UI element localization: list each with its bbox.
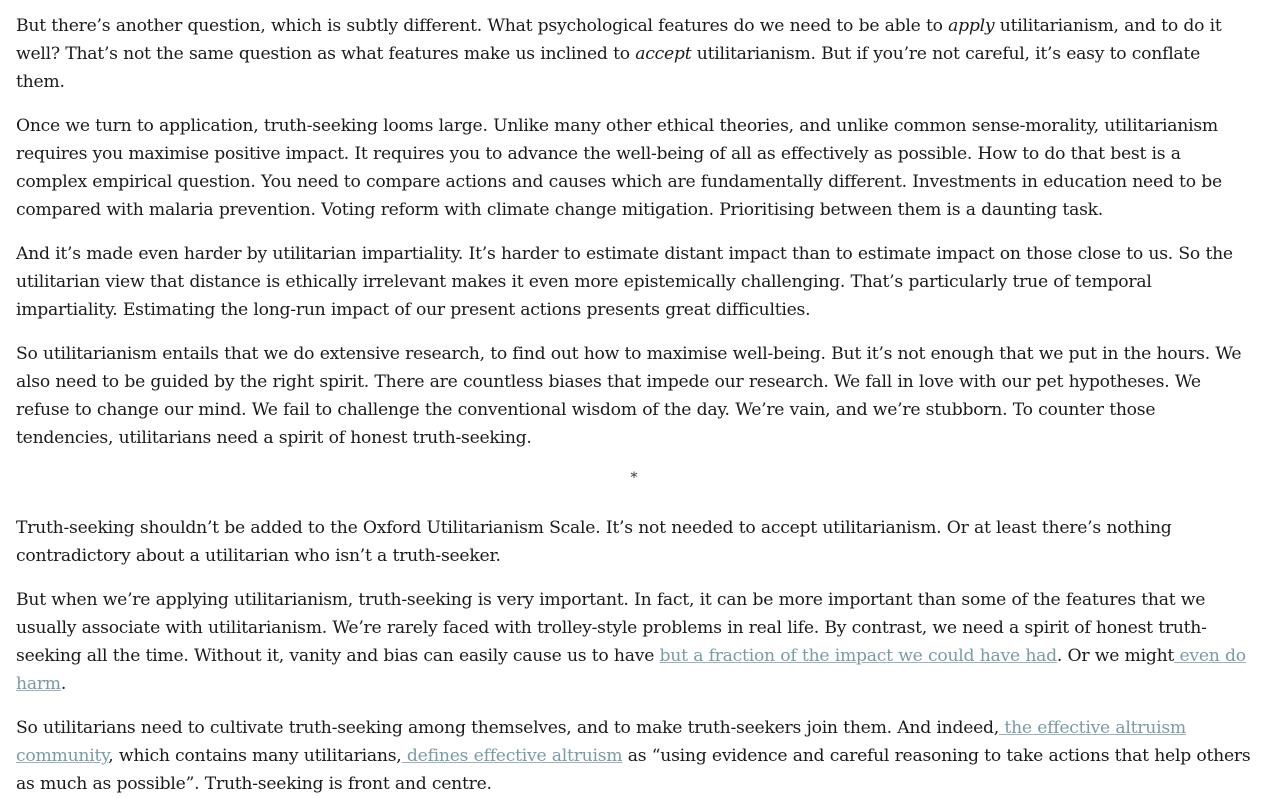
paragraph-impartiality: And it’s made even harder by utilitarian impartiality. It’s harder to estimate distant impact than to estimate impact on those close to us. So the utilitarian view that distance is ethically irrelevant makes it even more epistemically challenging. That’s particularly true of temporal impartiality. Estimating the long-run impact of our present actions presents great difficulties. (16, 244, 1233, 320)
paragraph-text: . Or we might (1056, 646, 1175, 666)
link-fraction-of-impact[interactable]: but a fraction of the impact we could have had (659, 646, 1057, 666)
paragraph-text: utilitarianism, and to do it well? That’s not the same question as what features make us inclined to (16, 16, 1222, 64)
paragraph-text: But there’s another question, which is subtly different. What psychological features do we need to be able to (16, 16, 949, 36)
paragraph-text: . (60, 674, 67, 694)
paragraph-cultivate (16, 714, 1252, 798)
emphasis-apply: apply (948, 16, 995, 36)
link-even-do-harm[interactable]: even do harm (16, 646, 1246, 694)
paragraph-text: , which contains many utilitarians, (108, 746, 402, 766)
paragraph-text: But when we’re applying utilitarianism, truth-seeking is very important. In fact, it can be more important than some of the features that we usually associate with utilitarianism. We’re rarely faced with trolley-style problems in real life. By contrast, we need a spirit of honest truth-seeking all the time. Without it, vanity and bias can easily cause us to have (16, 590, 1207, 666)
paragraph-oxford-scale: Truth-seeking shouldn’t be added to the Oxford Utilitarianism Scale. It’s not needed to accept utilitarianism. Or at least there’s nothing contradictory about a utilitarian who isn’t a truth-seeker. (16, 518, 1172, 566)
paragraph-text: So utilitarians need to cultivate truth-seeking among themselves, and to make truth-seekers join them. And indeed, (16, 718, 1000, 738)
paragraph-text: as “using evidence and careful reasoning to take actions that help others as much as possible”. Truth-seeking is front and centre. (16, 746, 1251, 794)
link-ea-community[interactable]: the effective altruism community (16, 718, 1186, 766)
paragraph-applying (16, 586, 1252, 698)
paragraph-research: So utilitarianism entails that we do extensive research, to find out how to maximise well-being. But it’s not enough that we put in the hours. We also need to be guided by the right spirit. There are countless biases that impede our research. We fall in love with our pet hypotheses. We refuse to change our mind. We fail to challenge the conventional wisdom of the day. We’re vain, and we’re stubborn. To counter those tendencies, utilitarians need a spirit of honest truth-seeking. (16, 344, 1242, 448)
paragraph-text: utilitarianism. But if you’re not careful, it’s easy to conflate them. (16, 44, 1201, 92)
emphasis-accept: accept (635, 44, 692, 64)
link-defines-ea[interactable]: defines effective altruism (401, 746, 623, 766)
paragraph-apply-vs-accept (16, 12, 1252, 96)
section-separator: * (630, 470, 638, 486)
paragraph-application: Once we turn to application, truth-seeking looms large. Unlike many other ethical theories, and unlike common sense-morality, utilitarianism requires you maximise positive impact. It requires you to advance the well-being of all as effectively as possible. How to do that best is a complex empirical question. You need to compare actions and causes which are fundamentally different. Investments in education need to be compared with malaria prevention. Voting reform with climate change mitigation. Prioritising between them is a daunting task. (16, 116, 1222, 220)
